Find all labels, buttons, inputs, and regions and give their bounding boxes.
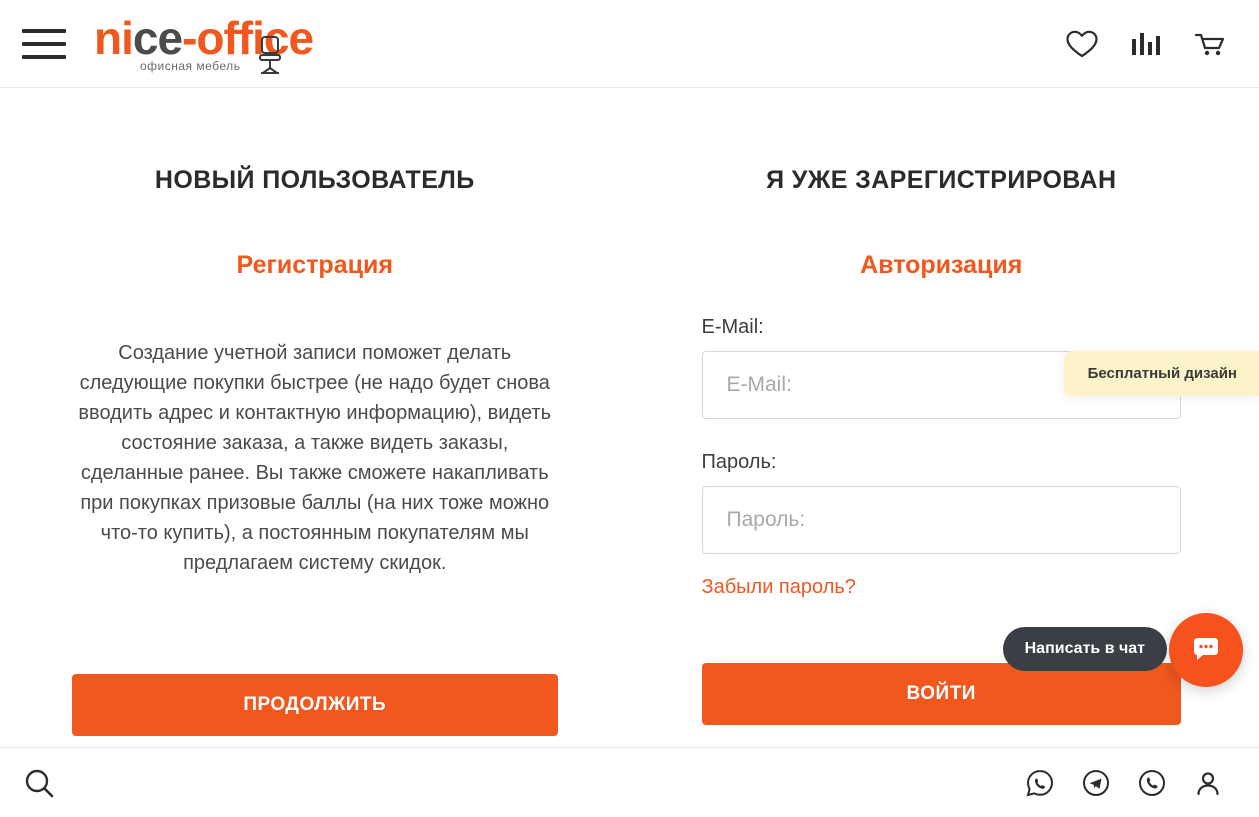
account-icon[interactable] bbox=[1193, 768, 1223, 798]
login-column bbox=[630, 128, 1259, 768]
hamburger-bar bbox=[22, 42, 66, 46]
bottom-icon-group bbox=[1025, 768, 1237, 798]
register-description: Создание учетной записи поможет делать следующие покупки быстрее (не надо будет снова вводить адрес и контактную информацию), видеть состояние заказа, а также видеть заказы, сделанные ранее. Вы также сможете накапливать при покупках призовые баллы (на них тоже можно что-то купить), а постоянным покупателям мы предлагаем систему скидок. bbox=[78, 342, 552, 574]
site-header bbox=[0, 0, 1259, 88]
password-field[interactable] bbox=[702, 486, 1182, 554]
email-label: E-Mail: bbox=[701, 316, 764, 338]
register-continue-button[interactable]: ПРОДОЛЖИТЬ bbox=[72, 674, 558, 736]
register-subheading: Регистрация bbox=[236, 251, 393, 279]
promo-badge[interactable]: Бесплатный дизайн bbox=[1064, 351, 1259, 396]
register-column bbox=[0, 128, 630, 768]
login-register-page bbox=[0, 88, 1259, 768]
hamburger-bar bbox=[22, 55, 66, 59]
password-label: Пароль: bbox=[701, 451, 777, 473]
header-icon-group bbox=[1065, 29, 1237, 59]
chat-label-button[interactable]: Написать в чат bbox=[1003, 627, 1167, 671]
logo-dot-2: i bbox=[252, 11, 264, 64]
forgot-password-link[interactable]: Забыли пароль? bbox=[701, 576, 856, 598]
login-submit-button[interactable]: ВОЙТИ bbox=[702, 663, 1182, 725]
cart-icon[interactable] bbox=[1193, 29, 1227, 59]
logo-part-2: ce bbox=[132, 11, 183, 64]
phone-icon[interactable] bbox=[1137, 768, 1167, 798]
logo-part-3: -off bbox=[182, 11, 253, 64]
login-heading: Я УЖЕ ЗАРЕГИСТРИРОВАН bbox=[766, 166, 1117, 194]
chat-bubble-icon bbox=[1188, 632, 1224, 668]
hamburger-icon[interactable] bbox=[22, 29, 66, 59]
logo-dot-1: i bbox=[121, 11, 133, 64]
logo-text bbox=[94, 13, 344, 63]
register-heading: НОВЫЙ ПОЛЬЗОВАТЕЛЬ bbox=[154, 166, 475, 194]
login-subheading: Авторизация bbox=[860, 251, 1023, 279]
logo-tagline: офисная мебель bbox=[140, 58, 241, 73]
telegram-icon[interactable] bbox=[1081, 768, 1111, 798]
wishlist-icon[interactable] bbox=[1065, 29, 1099, 59]
logo-part-1: n bbox=[94, 11, 122, 64]
logo-part-4: ce bbox=[263, 11, 314, 64]
search-icon[interactable] bbox=[22, 766, 56, 800]
hamburger-bar bbox=[22, 29, 66, 33]
compare-icon[interactable] bbox=[1129, 29, 1163, 59]
whatsapp-icon[interactable] bbox=[1025, 768, 1055, 798]
bottom-bar bbox=[0, 747, 1259, 817]
chat-bubble-button[interactable] bbox=[1169, 613, 1243, 687]
site-logo[interactable] bbox=[94, 13, 344, 75]
